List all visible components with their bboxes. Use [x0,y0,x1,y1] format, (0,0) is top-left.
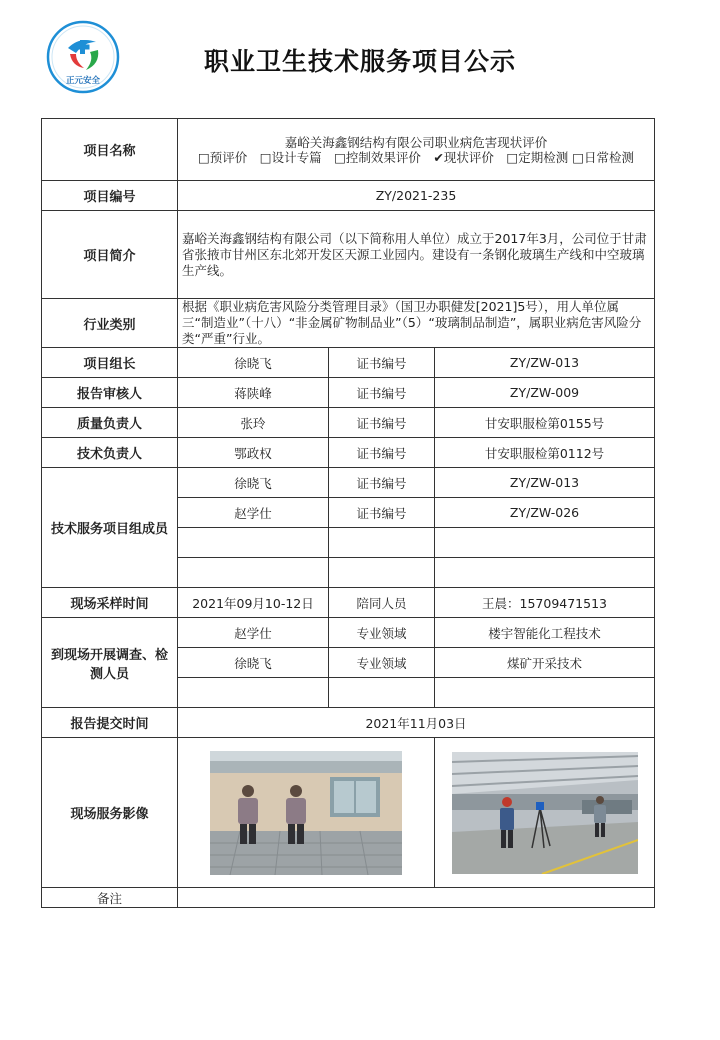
label-quality-manager: 质量负责人 [42,408,178,438]
team-member-cert: ZY/ZW-013 [435,468,655,498]
row-project-intro [42,211,655,299]
row-report-reviewer [42,378,655,408]
project-intro-value: 嘉峪关海鑫钢结构有限公司（以下简称用人单位）成立于2017年3月，公司位于甘肃省张掖市甘州区东北郊开发区天源工业园内。建设有一条钢化玻璃生产线和中空玻璃生产线。 [178,211,655,299]
evaluation-type-options: □预评价 □设计专篇 □控制效果评价 ✔现状评价 □定期检测 □日常检测 [198,149,634,165]
label-photos: 现场服务影像 [42,738,178,888]
empty-cell [329,558,435,588]
onsite-member-name: 赵学仕 [178,618,329,648]
team-member-cert: ZY/ZW-026 [435,498,655,528]
report-date-value: 2021年11月03日 [178,708,655,738]
companion-label: 陪同人员 [329,588,435,618]
empty-cell [178,558,329,588]
empty-cell [178,678,329,708]
label-project-name: 项目名称 [42,119,178,181]
row-remarks [42,888,655,908]
technical-manager-name: 鄂政权 [178,438,329,468]
row-team-member [42,468,655,498]
onsite-member-field: 楼宇智能化工程技术 [435,618,655,648]
row-report-date [42,708,655,738]
quality-manager-name: 张玲 [178,408,329,438]
cert-label: 证书编号 [329,438,435,468]
row-project-leader [42,348,655,378]
onsite-photo-staff [210,751,402,875]
label-report-date: 报告提交时间 [42,708,178,738]
industry-value: 根据《职业病危害风险分类管理目录》（国卫办职健发[2021]5号），用人单位属三“制造业”（十八）“非金属矿物制品业”（5）“玻璃制品制造”，属职业病危害风险分类“严重”行业。 [178,299,655,348]
label-remarks: 备注 [42,888,178,908]
project-table [41,118,655,908]
empty-cell [435,678,655,708]
row-project-name [42,119,655,181]
label-onsite-staff: 到现场开展调查、检测人员 [42,618,178,708]
empty-cell [178,528,329,558]
row-photos [42,738,655,888]
row-industry [42,299,655,348]
label-industry: 行业类别 [42,299,178,348]
cell-project-name [178,119,655,181]
report-reviewer-name: 蒋陕峰 [178,378,329,408]
label-report-reviewer: 报告审核人 [42,378,178,408]
remarks-value [178,888,655,908]
label-project-intro: 项目简介 [42,211,178,299]
team-member-name: 徐晓飞 [178,468,329,498]
label-technical-manager: 技术负责人 [42,438,178,468]
sampling-time-value: 2021年09月10-12日 [178,588,329,618]
photo-cell-2 [435,738,655,888]
label-sampling-time: 现场采样时间 [42,588,178,618]
photo-cell-1 [178,738,435,888]
row-sampling-time [42,588,655,618]
cert-label: 证书编号 [329,468,435,498]
team-member-name: 赵学仕 [178,498,329,528]
onsite-member-name: 徐晓飞 [178,648,329,678]
empty-cell [329,678,435,708]
project-number-value: ZY/2021-235 [178,181,655,211]
project-name-value: 嘉峪关海鑫钢结构有限公司职业病危害现状评价 [284,134,548,150]
onsite-photo-testing [452,752,638,874]
project-leader-cert: ZY/ZW-013 [435,348,655,378]
onsite-member-field: 煤矿开采技术 [435,648,655,678]
field-label: 专业领域 [329,648,435,678]
logo-text: 正元安全 [65,76,101,86]
project-leader-name: 徐晓飞 [178,348,329,378]
page-title: 职业卫生技术服务项目公示 [203,47,516,76]
cert-label: 证书编号 [329,378,435,408]
empty-cell [435,528,655,558]
field-label: 专业领域 [329,618,435,648]
label-project-leader: 项目组长 [42,348,178,378]
empty-cell [329,528,435,558]
row-project-number [42,181,655,211]
companion-value: 王晨：15709471513 [435,588,655,618]
row-quality-manager [42,408,655,438]
cert-label: 证书编号 [329,408,435,438]
cert-label: 证书编号 [329,348,435,378]
quality-manager-cert: 甘安职服检第0155号 [435,408,655,438]
report-reviewer-cert: ZY/ZW-009 [435,378,655,408]
cert-label: 证书编号 [329,498,435,528]
row-onsite-member [42,618,655,648]
empty-cell [435,558,655,588]
row-technical-manager [42,438,655,468]
label-team-members: 技术服务项目组成员 [42,468,178,588]
label-project-number: 项目编号 [42,181,178,211]
technical-manager-cert: 甘安职服检第0112号 [435,438,655,468]
